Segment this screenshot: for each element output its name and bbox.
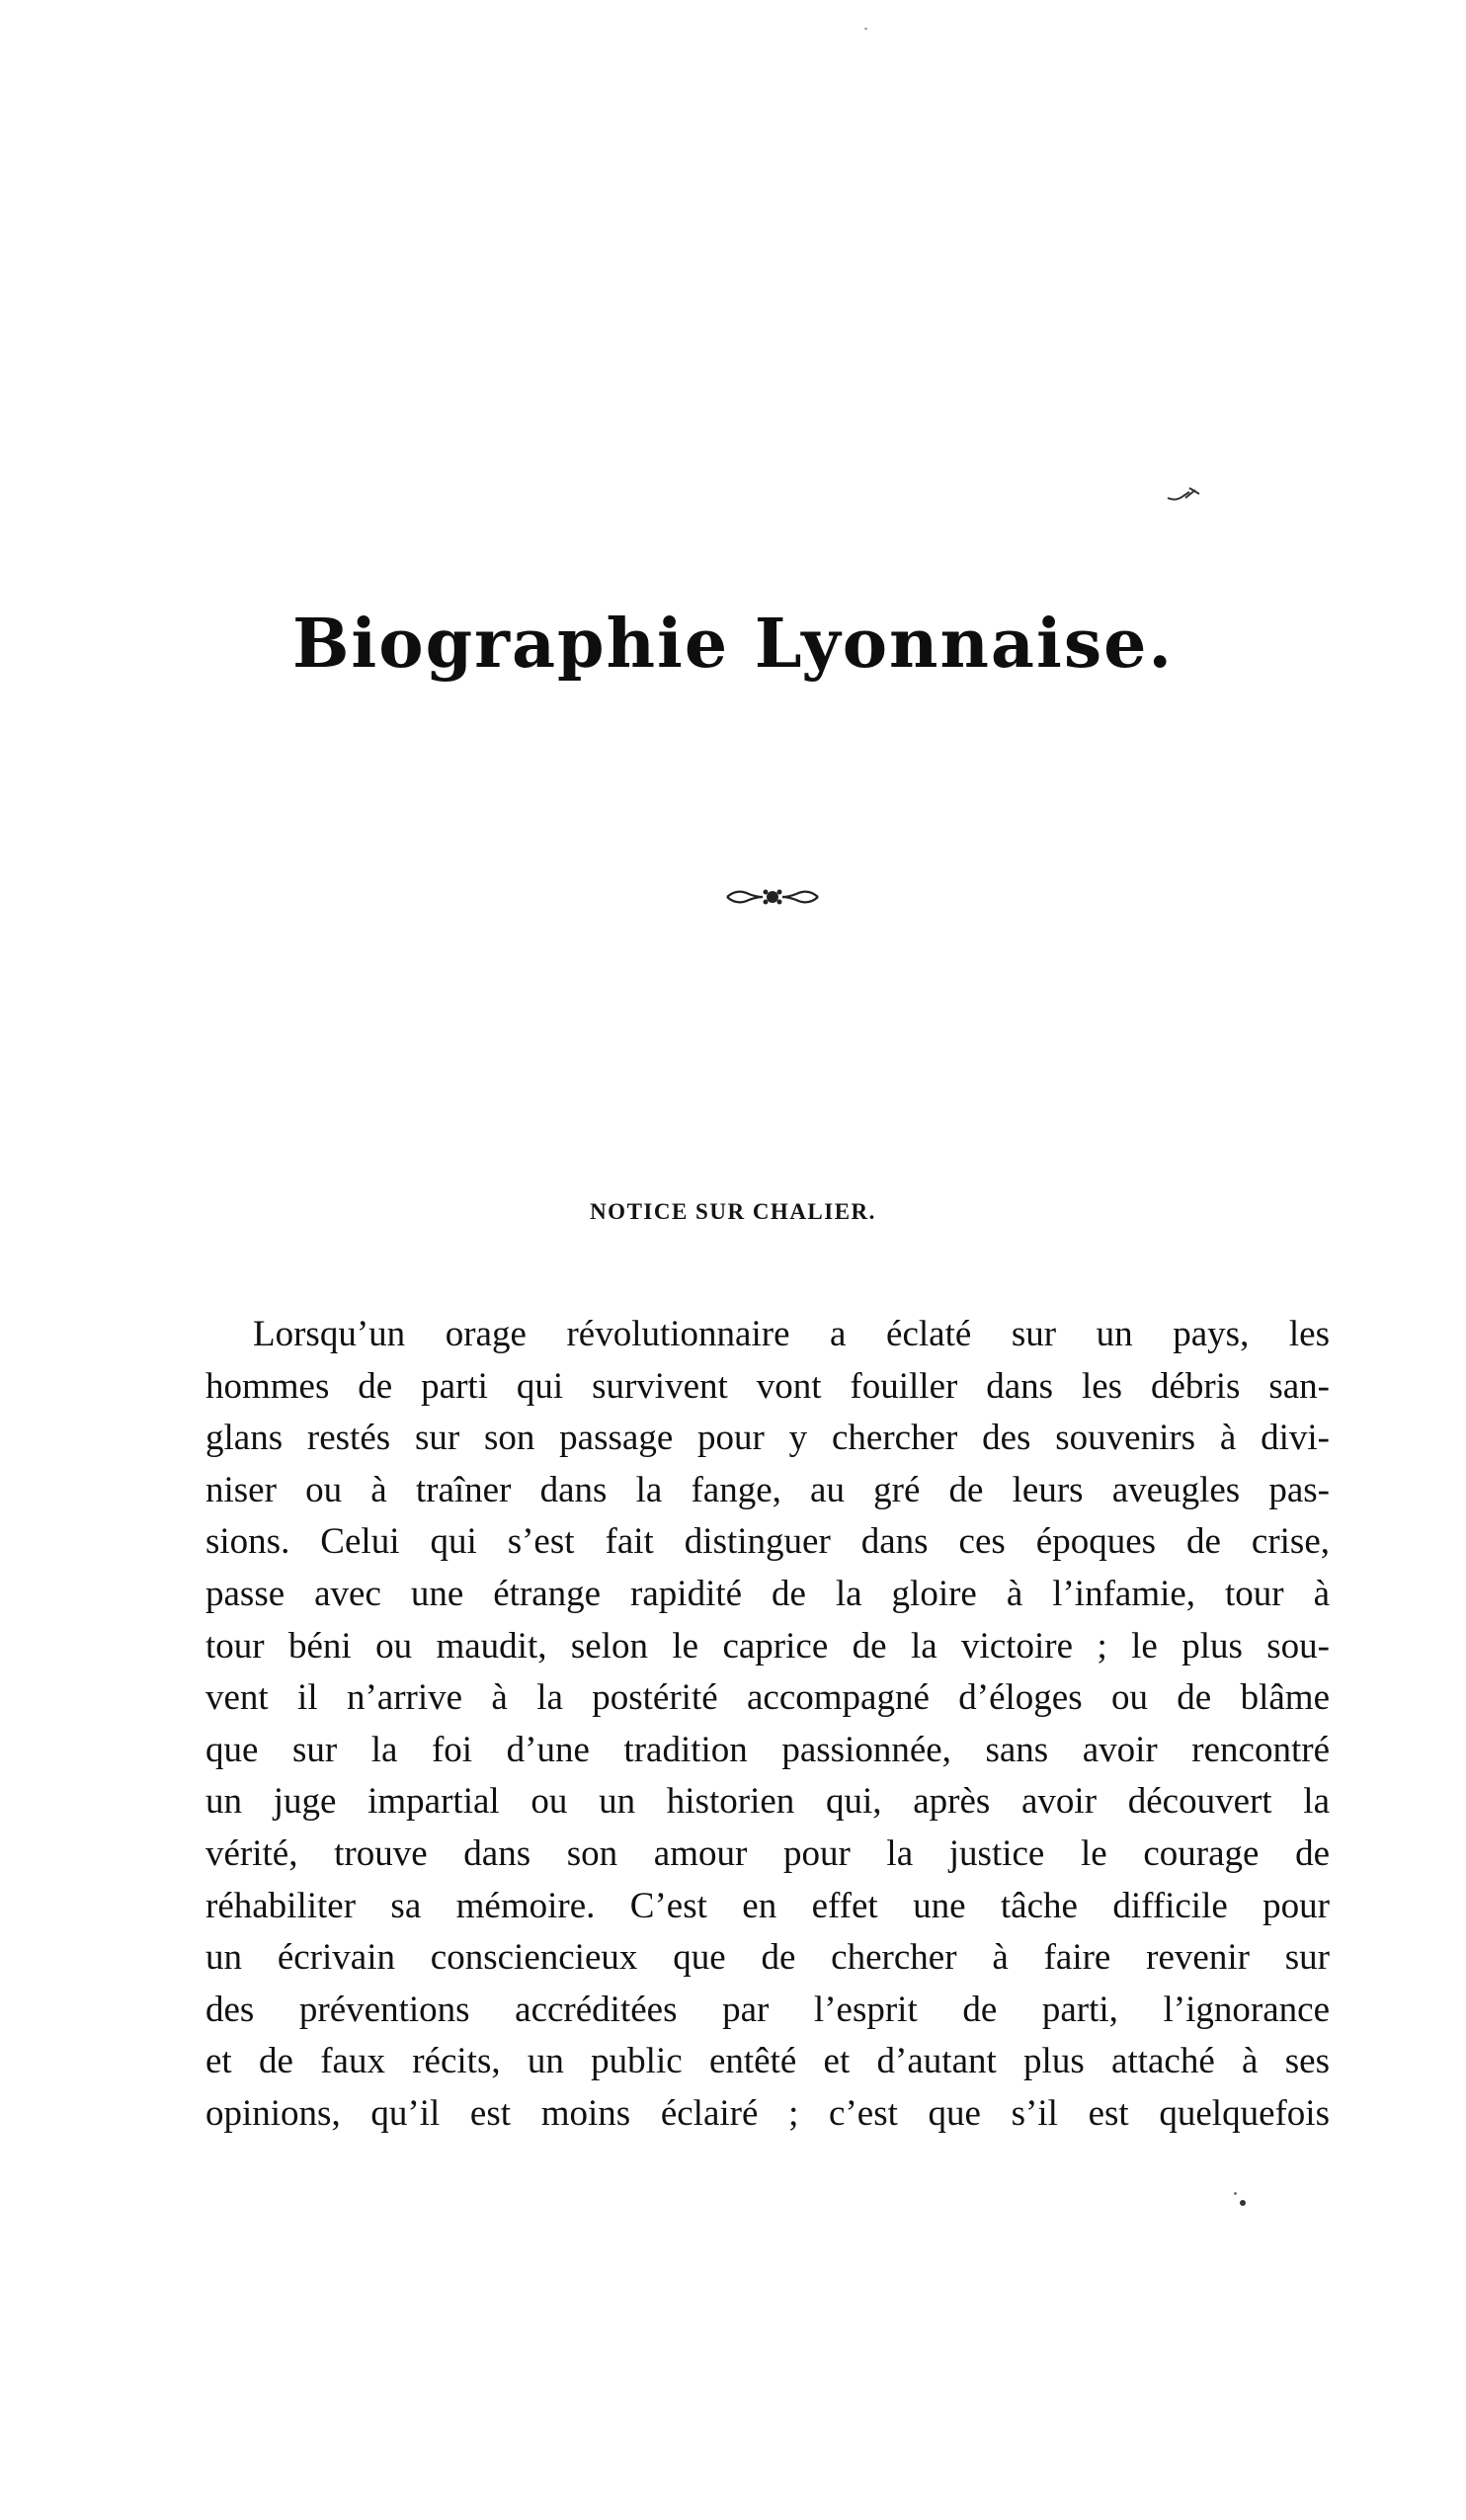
- paragraph-line: vent il n’arrive à la postérité accompagné d’éloges ou de blâme: [205, 1677, 1330, 1719]
- paragraph-line: un écrivain consciencieux que de chercher à faire revenir sur: [205, 1937, 1330, 1979]
- pen-mark-icon: [1166, 484, 1205, 506]
- paragraph-line: tour béni ou maudit, selon le caprice de la victoire ; le plus sou-: [205, 1625, 1330, 1666]
- paragraph-line: et de faux récits, un public entêté et d’autant plus attaché à ses: [205, 2041, 1330, 2082]
- paragraph-line: passe avec une étrange rapidité de la gloire à l’infamie, tour à: [205, 1573, 1330, 1614]
- paragraph-line: Lorsqu’un orage révolutionnaire a éclaté sur un pays, les: [253, 1314, 1330, 1354]
- section-heading: NOTICE SUR CHALIER.: [590, 1199, 876, 1224]
- fleuron-divider-icon: [723, 884, 822, 910]
- paragraph-line: vérité, trouve dans son amour pour la justice le courage de: [205, 1832, 1330, 1874]
- paragraph-line: un juge impartial ou un historien qui, après avoir découvert la: [205, 1781, 1330, 1823]
- paragraph-line: hommes de parti qui survivent vont fouiller dans les débris san-: [205, 1365, 1330, 1407]
- paragraph-line: que sur la foi d’une tradition passionnée, sans avoir rencontré: [205, 1729, 1330, 1770]
- paragraph-line: opinions, qu’il est moins éclairé ; c’est que s’il est quelquefois: [205, 2092, 1330, 2134]
- ink-speck: [864, 28, 867, 30]
- page-title: Biographie Lyonnaise.: [291, 605, 1175, 684]
- ink-speck: [1240, 2200, 1246, 2206]
- paragraph-line: glans restés sur son passage pour y chercher des souvenirs à divi-: [205, 1418, 1330, 1459]
- paragraph-line: des préventions accréditées par l’esprit de parti, l’ignorance: [205, 1989, 1330, 2030]
- paragraph-line: niser ou à traîner dans la fange, au gré de leurs aveugles pas-: [205, 1469, 1330, 1510]
- paragraph-line: réhabiliter sa mémoire. C’est en effet une tâche difficile pour: [205, 1885, 1330, 1926]
- body-paragraph: [205, 1309, 1330, 2141]
- paragraph-line: sions. Celui qui s’est fait distinguer dans ces époques de crise,: [205, 1521, 1330, 1563]
- ink-speck: [1234, 2192, 1237, 2195]
